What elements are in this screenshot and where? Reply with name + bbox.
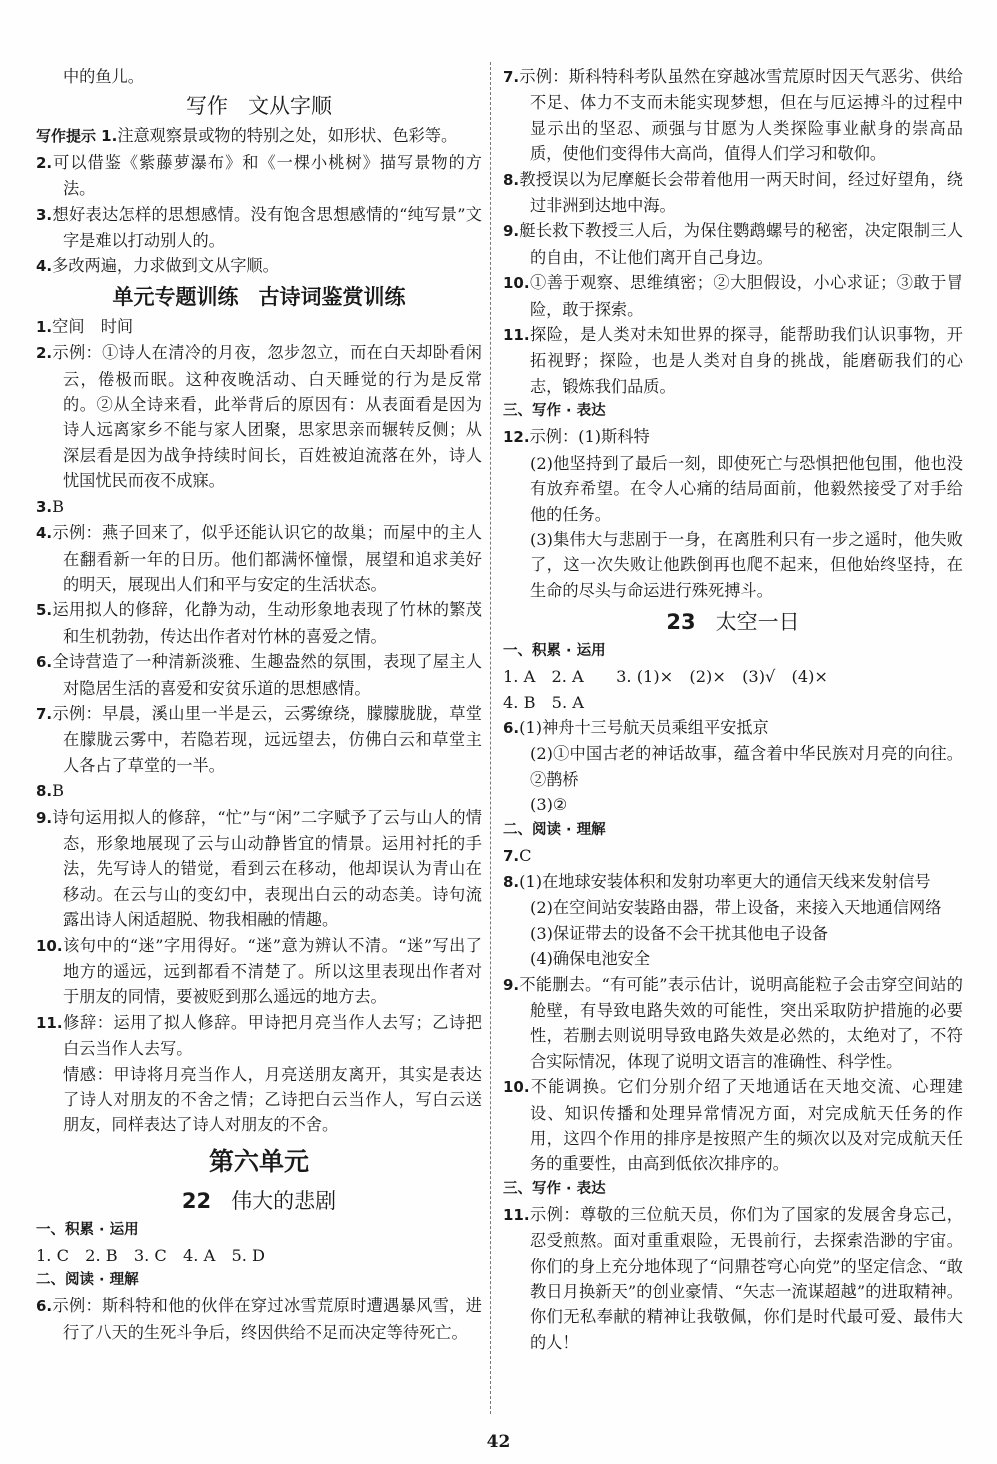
part-heading: 一、积累 · 运用 [36,1221,139,1238]
answer-4: 4.示例：燕子回来了，似乎还能认识它的故巢；而屋中的主人在翻看新一年的日历。他们都满怀憧憬，展望和追求美好的明天，展现出人们和平与安定的生活状态。 [36,523,482,594]
writing-tip-2: 2.可以借鉴《紫藤萝瀑布》和《一棵小桃树》描写景物的方法。 [36,152,482,199]
answer-10: 10.①善于观察、思维缜密；②大胆假设，小心求证；③敢于冒险，敢于探索。 [503,273,963,319]
answer-6-part-2: (2)①中国古老的神话故事，蕴含着中华民族对月亮的向往。②鹊桥 [530,744,963,789]
answer-6: 6.示例：斯科特和他的伙伴在穿过冰雪荒原时遭遇暴风雪，进行了八天的生死斗争后，终因供给不足而决定等待死亡。 [36,1296,482,1342]
answer-11: 11.示例：尊敬的三位航天员，你们为了国家的发展舍身忘己，忍受煎熬。面对重重艰险，无畏前行，去探索浩渺的宇宙。你们的身上充分地体现了“问鼎苍穹心向党”的坚定信念、“敢教日月换新天”的创业豪情、“矢志一流谋超越”的进取精神。你们无私奉献的精神让我敬佩，你们是时代最可爱、最伟大的人！ [503,1204,963,1352]
part-heading: 一、积累 · 运用 [503,643,606,660]
answer-9: 9.不能删去。“有可能”表示估计，说明高能粒子会击穿空间站的舱壁，有导致电路失效的可能性，突出采取防护措施的必要性，若删去则说明导致电路失效是必然的，太绝对了，不符合实际情况，体现了说明文语言的准确性、科学性。 [503,974,963,1071]
answer-3: 3.B [36,496,65,516]
answer-7: 7.C [503,845,532,865]
answer-12-part-2: (2)他坚持到了最后一刻，即使死亡与恐惧把他包围，他也没有放弃希望。在令人心痛的结局面前，他毅然接受了对手给他的任务。 [530,453,963,524]
choice-answers-row: 4. B 5. A [503,692,584,712]
unit-training-title: 单元专题训练 古诗词鉴赏训练 [112,284,406,309]
answer-8-part-4: (4)确保电池安全 [530,949,651,969]
answer-9: 9.艇长救下教授三人后，为保住鹦鹉螺号的秘密，决定限制三人的自由，不让他们离开自己身边。 [503,221,963,267]
answer-12: 12.示例：(1)斯科特 [503,427,650,447]
continued-text: 中的鱼儿。 [63,67,144,86]
answer-10: 10.该句中的“迷”字用得好。“迷”意为辨认不清。“迷”写出了地方的遥远，远到都看不清楚了。所以这里表现出作者对于朋友的同情，要被贬到那么遥远的地方去。 [36,935,482,1007]
answer-7: 7.示例：早晨，溪山里一半是云，云雾缭绕，朦朦胧胧，草堂在朦胧云雾中，若隐若现，远远望去，仿佛白云和草堂主人各占了草堂的一半。 [36,703,482,775]
answer-6-part-3: (3)② [530,795,568,815]
answer-10: 10.不能调换。它们分别介绍了天地通话在天地交流、心理建设、知识传播和处理异常情况方面，对完成航天任务的作用，这四个作用的排序是按照产生的频次以及对完成航天任务的重要性，由高到低依次排序的。 [503,1077,963,1174]
writing-tip-1: 写作提示 1.注意观察景或物的特别之处，如形状、色彩等。 [36,126,458,146]
unit-title: 第六单元 [208,1146,309,1176]
answer-9: 9.诗句运用拟人的修辞，“忙”与“闲”二字赋予了云与山人的情态，形象地展现了云与山动静皆宜的情景。运用衬托的手法，先写诗人的错觉，看到云在移动，他却误认为青山在移动。在云与山的变幻中，表现出白云的动态美。诗句流露出诗人闲适超脱、物我相融的情趣。 [36,807,482,930]
tip-label: 写作提示 [36,127,97,146]
right-column [503,64,963,1355]
answer-11-emotion: 情感：甲诗将月亮当作人，月亮送朋友离开，其实是表达了诗人对朋友的不舍之情；乙诗把白云当作人，写白云送朋友，同样表达了诗人对朋友的不舍。 [63,1064,482,1135]
lesson-23-title: 23 太空一日 [666,610,800,635]
page-number: 42 [486,1432,511,1452]
answer-12-part-3: (3)集伟大与悲剧于一身，在离胜利只有一步之遥时，他失败了，这一次失败让他跌倒再也爬不起来，但他始终坚持，在生命的尽头与命运进行殊死搏斗。 [530,529,963,600]
answer-8: 8.B [36,781,65,801]
part-heading: 三、写作 · 表达 [503,1180,606,1197]
choice-answers-row: 1. A 2. A 3. (1)× (2)× (3)√ (4)× [503,667,828,687]
answer-1: 1.空间 时间 [36,316,134,336]
lesson-22-title: 22 伟大的悲剧 [181,1188,337,1213]
part-heading: 三、写作 · 表达 [503,403,606,420]
part-heading: 二、阅读 · 理解 [503,821,606,838]
answer-11: 11.修辞：运用了拟人修辞。甲诗把月亮当作人去写；乙诗把白云当作人去写。 [36,1012,482,1059]
answer-7: 7.示例：斯科特科考队虽然在穿越冰雪荒原时因天气恶劣、供给不足、体力不支而未能实现梦想，但在与厄运搏斗的过程中显示出的坚忍、顽强与甘愿为人类探险事业献身的崇高品质，使他们变得伟大高尚，值得人们学习和敬仰。 [503,67,963,164]
answer-8: 8.教授误以为尼摩艇长会带着他用一两天时间，经过好望角，绕过非洲到达地中海。 [503,169,963,216]
answer-11: 11.探险，是人类对未知世界的探寻，能帮助我们认识事物，开拓视野；探险，也是人类对自身的挑战，能磨砺我们的心志，锻炼我们品质。 [503,325,963,396]
answer-5: 5.运用拟人的修辞，化静为动，生动形象地表现了竹林的繁茂和生机勃勃，传达出作者对竹林的喜爱之情。 [36,600,482,646]
writing-section-title: 写作 文从字顺 [186,94,332,119]
answer-8-part-3: (3)保证带去的设备不会干扰其他电子设备 [530,923,829,943]
choice-answers-row: 1. C 2. B 3. C 4. A 5. D [36,1245,266,1265]
answer-2: 2.示例：①诗人在清冷的月夜，忽步忽立，而在白天却卧看闲云，倦极而眠。这种夜晚活动、白天睡觉的行为是反常的。②从全诗来看，此举背后的原因有：从表面看是因为诗人远离家乡不能与家人团聚，思家思亲而辗转反侧；从深层看是因为战争持续时间长，百姓被迫流落在外，诗人忧国忧民而夜不成寐。 [36,343,482,491]
left-column [36,64,482,1345]
answer-6: 6.全诗营造了一种清新淡雅、生趣盎然的氛围，表现了屋主人对隐居生活的喜爱和安贫乐道的思想感情。 [36,652,482,698]
answer-8: 8.(1)在地球安装体积和发射功率更大的通信天线来发射信号 [503,871,931,891]
column-divider [490,62,491,1414]
answer-8-part-2: (2)在空间站安装路由器，带上设备，来接入天地通信网络 [530,898,942,918]
writing-tip-3: 3.想好表达怎样的思想感情。没有饱含思想感情的“纯写景”文字是难以打动别人的。 [36,204,482,251]
part-heading: 二、阅读 · 理解 [36,1272,139,1289]
writing-tip-4: 4.多改两遍，力求做到文从字顺。 [36,256,279,276]
answer-6: 6.(1)神舟十三号航天员乘组平安抵京 [503,717,769,737]
